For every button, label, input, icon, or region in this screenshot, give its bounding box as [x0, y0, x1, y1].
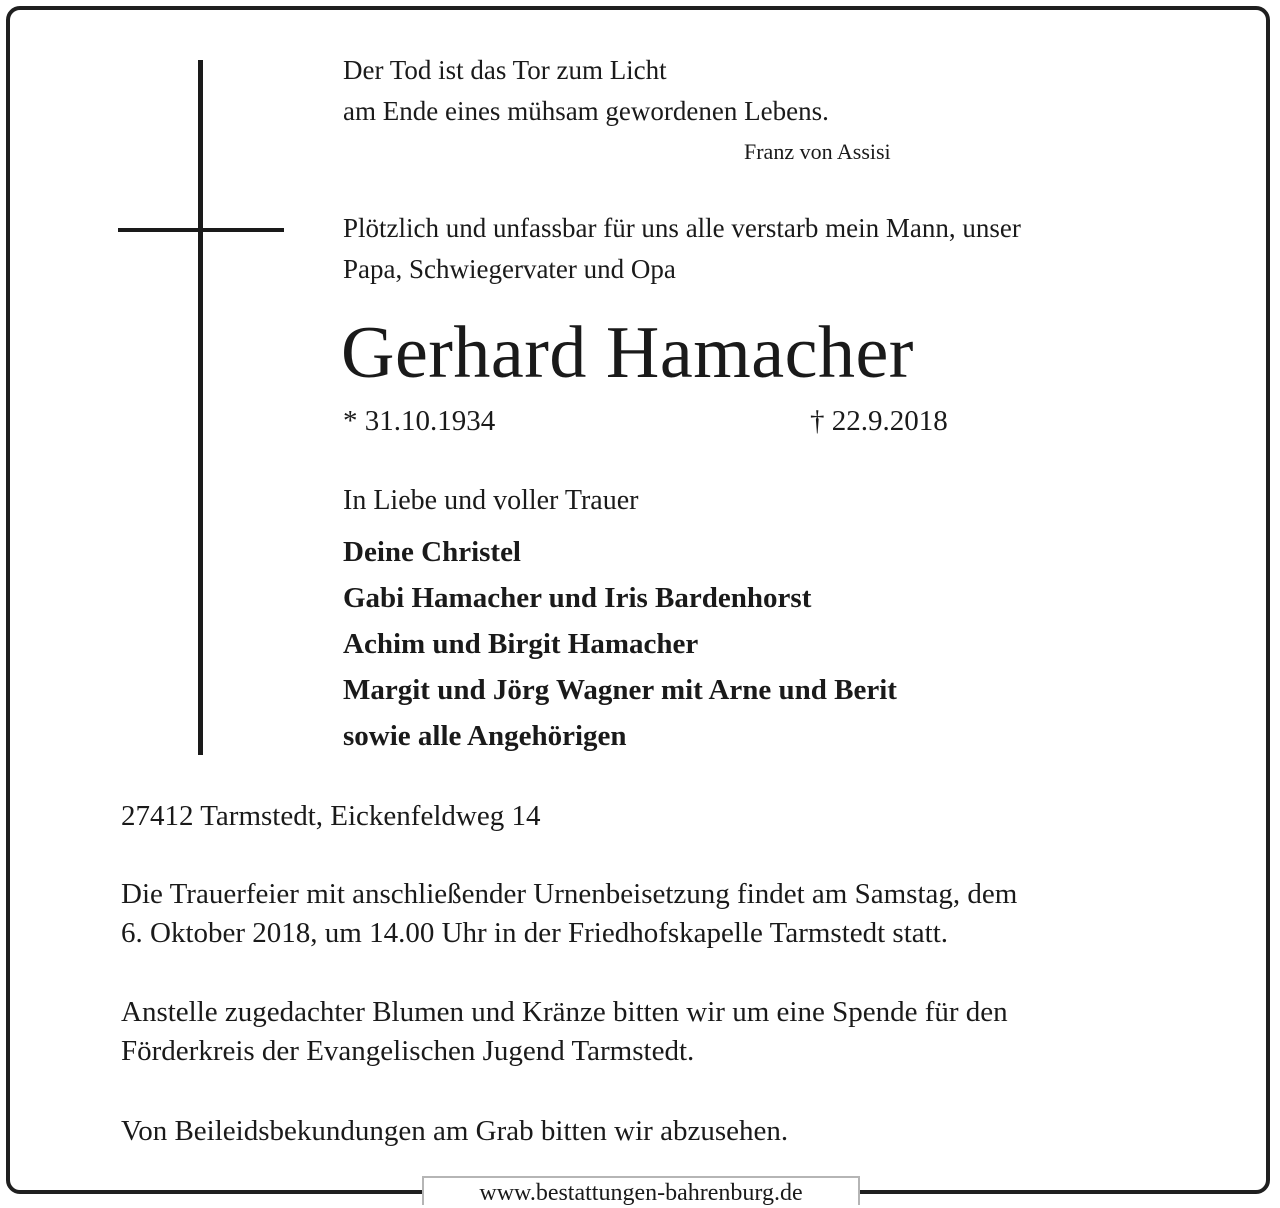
death-date: † 22.9.2018 — [810, 405, 948, 437]
deceased-name: Gerhard Hamacher — [341, 312, 914, 394]
donation-line-2: Förderkreis der Evangelischen Jugend Tarmstedt. — [121, 1035, 695, 1067]
funeral-line-1: Die Trauerfeier mit anschließender Urnenbeisetzung findet am Samstag, dem — [121, 878, 1018, 910]
quote-author: Franz von Assisi — [744, 139, 891, 164]
announcement-intro-line-2: Papa, Schwiegervater und Opa — [343, 254, 676, 284]
birth-date: * 31.10.1934 — [343, 405, 496, 437]
mourner-name: Margit und Jörg Wagner mit Arne und Berit — [343, 674, 897, 706]
cross-icon — [198, 60, 203, 755]
mourner-name: sowie alle Angehörigen — [343, 720, 627, 752]
quote-line-2: am Ende eines mühsam gewordenen Lebens. — [343, 96, 829, 126]
cross-icon-bar — [118, 228, 284, 232]
footer-website-link[interactable]: www.bestattungen-bahrenburg.de — [422, 1176, 860, 1205]
donation-line-1: Anstelle zugedachter Blumen und Kränze bitten wir um eine Spende für den — [121, 996, 1008, 1028]
address: 27412 Tarmstedt, Eickenfeldweg 14 — [121, 800, 541, 832]
condolences-note: Von Beileidsbekundungen am Grab bitten wir abzusehen. — [121, 1115, 789, 1147]
announcement-intro-line-1: Plötzlich und unfassbar für uns alle verstarb mein Mann, unser — [343, 213, 1021, 243]
mourner-name: Achim und Birgit Hamacher — [343, 628, 699, 660]
mourners-intro: In Liebe und voller Trauer — [343, 485, 639, 516]
quote-line-1: Der Tod ist das Tor zum Licht — [343, 55, 667, 85]
mourner-name: Deine Christel — [343, 536, 521, 568]
funeral-line-2: 6. Oktober 2018, um 14.00 Uhr in der Friedhofskapelle Tarmstedt statt. — [121, 917, 949, 949]
mourner-name: Gabi Hamacher und Iris Bardenhorst — [343, 582, 812, 614]
